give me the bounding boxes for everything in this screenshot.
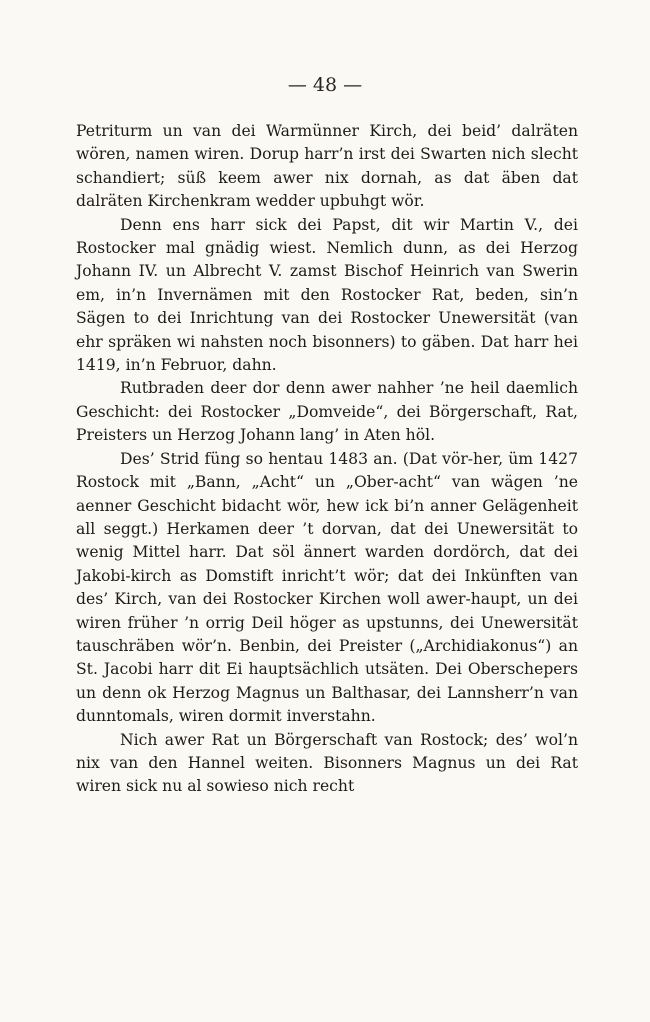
paragraph-3: Rutbraden deer dor denn awer nahher ’ne heil daemlich Geschicht: dei Rostocker „Domveide“, dei Börgerschaft, Rat, Preisters un Herzog Johann lang’ in Aten höl. bbox=[76, 379, 578, 445]
paragraph-5: Nich awer Rat un Börgerschaft van Rostock; des’ wol’n nix van den Hannel weiten. Bisonners Magnus un dei Rat wiren sick nu al sowieso nich recht bbox=[76, 730, 578, 796]
paragraph-2: Denn ens harr sick dei Papst, dit wir Martin V., dei Rostocker mal gnädig wiest. Nemlich dunn, as dei Herzog Johann IV. un Albrecht V. zamst Bischof Heinrich van Swerin em, in’n Invernämen mit den Rostocker Rat, beden, sin’n Sägen to dei Inrichtung van dei Rostocker Unewersität (van ehr spräken wi nahsten noch bisonners) to gäben. Dat harr hei 1419, in’n Februor, dahn. bbox=[76, 215, 578, 375]
paragraph-1: Petriturm un van dei Warmünner Kirch, dei beid’ dalräten wören, namen wiren. Dorup harr’n irst dei Swarten nich slecht schandiert; süß keem awer nix dornah, as dat äben dat dalräten Kirchenkram wedder upbuhgt wör. bbox=[76, 122, 578, 211]
body-text bbox=[76, 120, 578, 799]
paragraph-4: Des’ Strid füng so hentau 1483 an. (Dat vör-her, üm 1427 Rostock mit „Bann, „Acht“ un „Ober-acht“ van wägen ’ne aenner Geschicht bidacht wör, hew ick bi’n anner Gelägenheit all seggt.) Herkamen deer ’t dorvan, dat dei Unewersität to wenig Mittel harr. Dat söl ännert warden dordörch, dat dei Jakobi-kirch as Domstift inricht’t wör; dat dei Inkünften van des’ Kirch, van dei Rostocker Kirchen woll awer-haupt, un dei wiren früher ’n orrig Deil höger as upstunns, dei Unewersität tauschräben wör’n. Benbin, dei Preister („Archidiakonus“) an St. Jacobi harr dit Ei hauptsächlich utsäten. Dei Oberschepers un denn ok Herzog Magnus un Balthasar, dei Lannsherr’n van dunntomals, wiren dormit inverstahn. bbox=[76, 449, 578, 726]
page-number: — 48 — bbox=[287, 74, 363, 96]
